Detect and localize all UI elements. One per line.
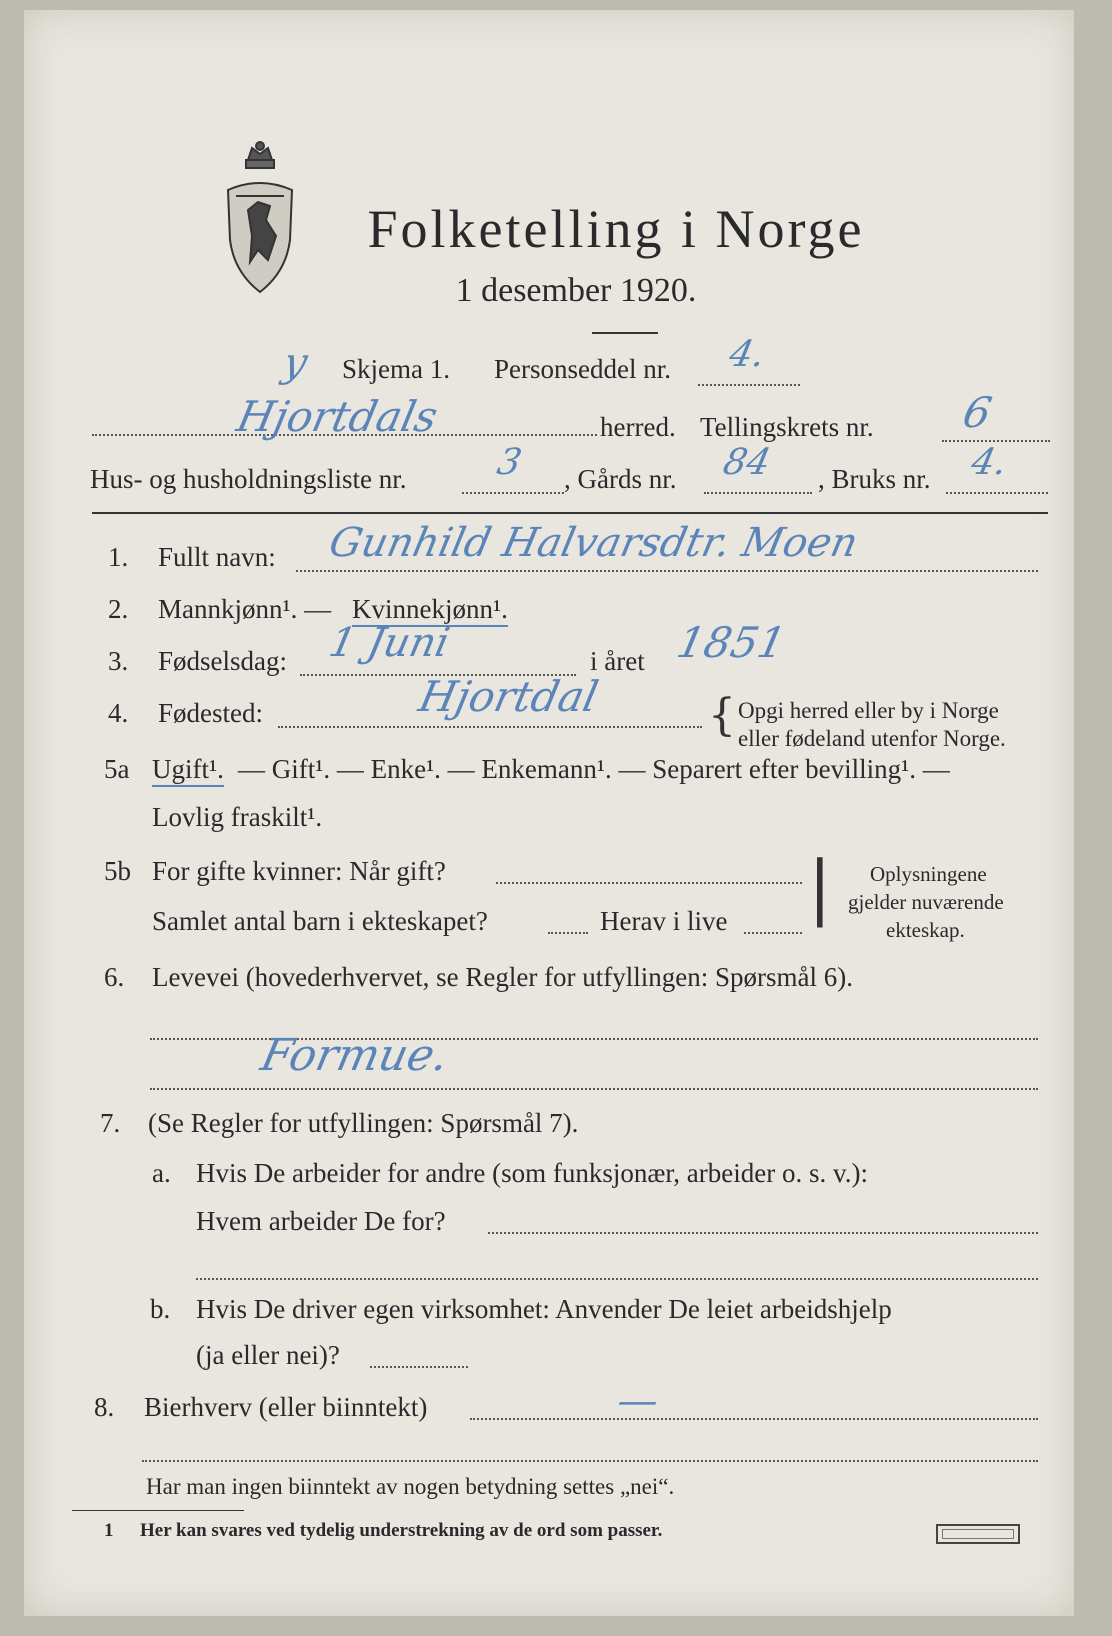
q7a-employer-line xyxy=(488,1232,1038,1234)
occupation-value[interactable]: Formue. xyxy=(256,1030,454,1081)
q5a-divorced-option[interactable]: Lovlig fraskilt¹. xyxy=(152,802,323,832)
q5b-number: 5b xyxy=(104,856,131,886)
q7a-label: Hvis De arbeider for andre (som funksjonær, arbeider o. s. v.): xyxy=(196,1158,868,1188)
q5a-number: 5a xyxy=(104,754,130,784)
bruks-label: , Bruks nr. xyxy=(818,464,931,494)
bruks-value[interactable]: 4. xyxy=(967,442,1011,483)
q8-extra-line xyxy=(142,1460,1038,1462)
gards-line xyxy=(704,492,812,494)
q5a-unmarried-option[interactable]: Ugift¹. xyxy=(152,754,224,787)
q5b-alive-line xyxy=(744,932,802,934)
hus-line xyxy=(462,492,564,494)
side-income-value[interactable]: — xyxy=(613,1378,663,1424)
q4-brace: { xyxy=(708,690,736,741)
birthday-value[interactable]: 1 Juni xyxy=(325,620,454,666)
initial-mark: y xyxy=(279,340,312,386)
form-date: 1 desember 1920. xyxy=(455,272,697,309)
gards-value[interactable]: 84 xyxy=(719,442,775,483)
birth-year-value[interactable]: 1851 xyxy=(672,618,791,667)
q5b-note-line2: gjelder nuværende xyxy=(848,890,1004,914)
q3-label: Fødselsdag: xyxy=(158,646,288,676)
q3-year-label: i året xyxy=(590,646,645,676)
q7b-yes-no-line xyxy=(370,1366,468,1368)
q8-number: 8. xyxy=(94,1392,115,1422)
q5b-note-line1: Oplysningene xyxy=(870,862,987,886)
title-divider xyxy=(592,332,658,334)
q5b-children-label: Samlet antal barn i ekteskapet? xyxy=(152,906,488,936)
bruks-line xyxy=(946,492,1048,494)
q7a-extra-line xyxy=(196,1278,1038,1280)
form-title: Folketelling i Norge xyxy=(367,199,865,259)
q5b-children-line xyxy=(548,932,588,934)
q5b-married-when-line xyxy=(496,882,802,884)
footnote-mark: 1 xyxy=(104,1520,114,1541)
personseddel-label: Personseddel nr. xyxy=(494,354,671,384)
tellingskrets-label: Tellingskrets nr. xyxy=(700,412,874,442)
q4-note-line2: eller fødeland utenfor Norge. xyxy=(738,726,1006,751)
q7b-label: Hvis De driver egen virksomhet: Anvender De leiet arbeidshjelp xyxy=(196,1294,892,1324)
q3-number: 3. xyxy=(108,646,129,676)
q4-number: 4. xyxy=(108,698,129,728)
q8-label: Bierhverv (eller biinntekt) xyxy=(144,1392,428,1422)
herred-label: herred. xyxy=(600,412,676,442)
q7-label: (Se Regler for utfyllingen: Spørsmål 7). xyxy=(148,1108,579,1138)
footnote-text: Her kan svares ved tydelig understrekning av de ord som passer. xyxy=(140,1520,663,1541)
q6-number: 6. xyxy=(104,962,125,992)
q4-note-line1: Opgi herred eller by i Norge xyxy=(738,698,999,723)
q1-label: Fullt navn: xyxy=(158,542,276,572)
q1-line xyxy=(296,570,1038,572)
herred-value[interactable]: Hjortdals xyxy=(232,392,443,441)
q5b-married-when-label: For gifte kvinner: Når gift? xyxy=(152,856,446,886)
personseddel-line xyxy=(698,384,800,386)
q5a-other-options[interactable]: — Gift¹. — Enke¹. — Enkemann¹. — Separert efter bevilling¹. — xyxy=(238,754,950,784)
q5b-alive-label: Herav i live xyxy=(600,906,728,936)
q7a-employer-label: Hvem arbeider De for? xyxy=(196,1206,446,1236)
q7b-letter: b. xyxy=(150,1294,171,1324)
q2-number: 2. xyxy=(108,594,129,624)
q4-label: Fødested: xyxy=(158,698,263,728)
q1-number: 1. xyxy=(108,542,129,572)
schema-label: Skjema 1. xyxy=(342,354,450,384)
q5b-brace: | xyxy=(808,846,832,928)
q6-label: Levevei (hovederhvervet, se Regler for utfyllingen: Spørsmål 6). xyxy=(152,962,854,992)
hus-label: Hus- og husholdningsliste nr. xyxy=(90,464,407,494)
q2-female-option[interactable]: Kvinnekjønn¹. xyxy=(352,594,508,627)
printer-stamp xyxy=(936,1524,1020,1544)
q7b-yes-no-label: (ja eller nei)? xyxy=(196,1340,340,1370)
tellingskrets-value[interactable]: 6 xyxy=(958,388,996,437)
header-rule xyxy=(92,512,1048,514)
footnote-rule xyxy=(72,1510,244,1511)
q6-line2 xyxy=(150,1088,1038,1090)
q2-male-option[interactable]: Mannkjønn¹. — xyxy=(158,594,332,624)
q7a-letter: a. xyxy=(152,1158,171,1188)
birthplace-value[interactable]: Hjortdal xyxy=(414,672,603,721)
side-income-note: Har man ingen biinntekt av nogen betydning settes „nei“. xyxy=(146,1474,675,1499)
full-name-value[interactable]: Gunhild Halvarsdtr. Moen xyxy=(325,520,862,566)
q7-number: 7. xyxy=(100,1108,121,1138)
q8-line xyxy=(470,1418,1038,1420)
personseddel-value[interactable]: 4. xyxy=(725,334,769,375)
q5b-note-line3: ekteskap. xyxy=(886,918,965,942)
q4-line xyxy=(278,726,702,728)
hus-value[interactable]: 3 xyxy=(493,442,526,483)
gards-label: , Gårds nr. xyxy=(564,464,677,494)
